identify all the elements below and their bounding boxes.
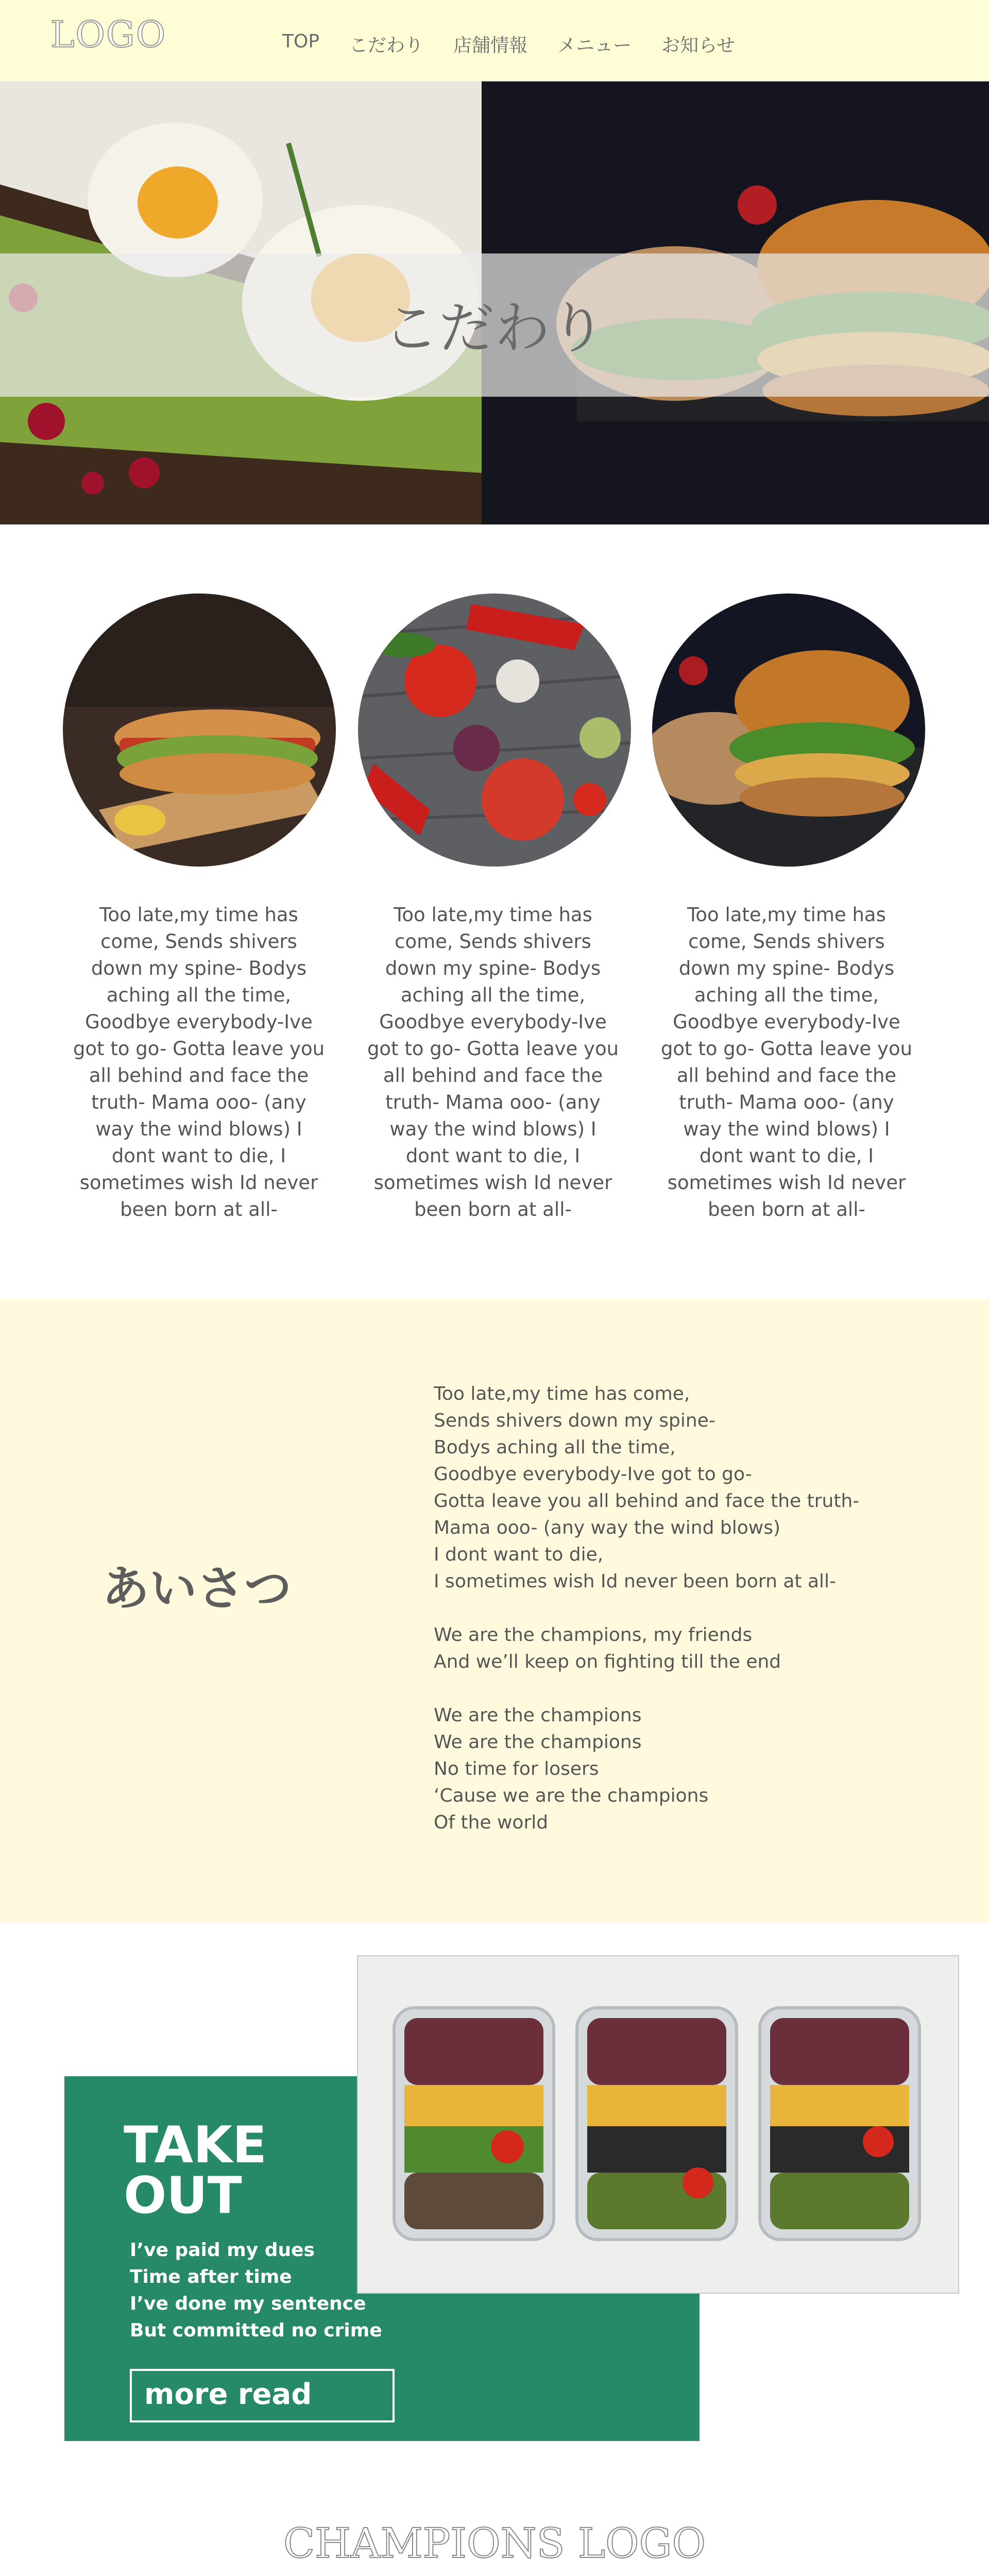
- nav-item-top[interactable]: TOP: [282, 31, 320, 52]
- site-logo[interactable]: LOGO: [50, 13, 167, 56]
- nav-item-kodawari[interactable]: こだわり: [349, 35, 424, 56]
- takeout-title: [124, 2116, 267, 2225]
- feature-image-burger: [652, 594, 925, 867]
- nav-item-menu[interactable]: メニュー: [557, 35, 632, 56]
- champions-logo: CHAMPIONS LOGO: [283, 2519, 706, 2567]
- takeout-title-line1: TAKE: [124, 2116, 267, 2175]
- hero-section: [0, 81, 989, 524]
- takeout-text: I’ve paid my dues Time after time I’ve done my sentence But committed no crime: [130, 2240, 382, 2341]
- feature-text-2: Too late,my time has come, Sends shivers down my spine- Bodys aching all the time, Goodbye everybody-Ive got to go- Gotta leave you all behind and face the truth- Mama ooo- (any way the wind blows) I dont want to die, I sometimes wish Id never been born at all-: [367, 904, 619, 1221]
- takeout-title-line2: OUT: [124, 2166, 242, 2225]
- greeting-section: [0, 1299, 989, 1923]
- hero-title: こだわり: [383, 296, 606, 361]
- nav-item-news[interactable]: お知らせ: [661, 35, 736, 56]
- greeting-text: Too late,my time has come, Sends shivers down my spine- Bodys aching all the time, Goodbye everybody-Ive got to go- Gotta leave you all behind and face the truth- Mama ooo- (any way the wind blows) I dont want to die, I sometimes wish Id never been born at all- We are the champions, my friends And we’ll keep on fighting till the end We are the champions We are the champions No time for losers ‘Cause we are the champions Of the world: [434, 1383, 860, 1833]
- feature-image-vegetables: [358, 594, 631, 867]
- nav-item-store-info[interactable]: 店舗情報: [453, 35, 528, 56]
- feature-text-3: Too late,my time has come, Sends shivers down my spine- Bodys aching all the time, Goodbye everybody-Ive got to go- Gotta leave you all behind and face the truth- Mama ooo- (any way the wind blows) I dont want to die, I sometimes wish Id never been born at all-: [660, 904, 913, 1221]
- takeout-image: [357, 1955, 959, 2294]
- site-header: [0, 0, 989, 81]
- main-nav: [282, 31, 735, 57]
- greeting-title: あいさつ: [102, 1561, 292, 1616]
- feature-image-hotdog: [63, 594, 336, 867]
- feature-text-1: Too late,my time has come, Sends shivers down my spine- Bodys aching all the time, Goodbye everybody-Ive got to go- Gotta leave you all behind and face the truth- Mama ooo- (any way the wind blows) I dont want to die, I sometimes wish Id never been born at all-: [73, 904, 325, 1221]
- more-read-button[interactable]: more read: [130, 2369, 395, 2422]
